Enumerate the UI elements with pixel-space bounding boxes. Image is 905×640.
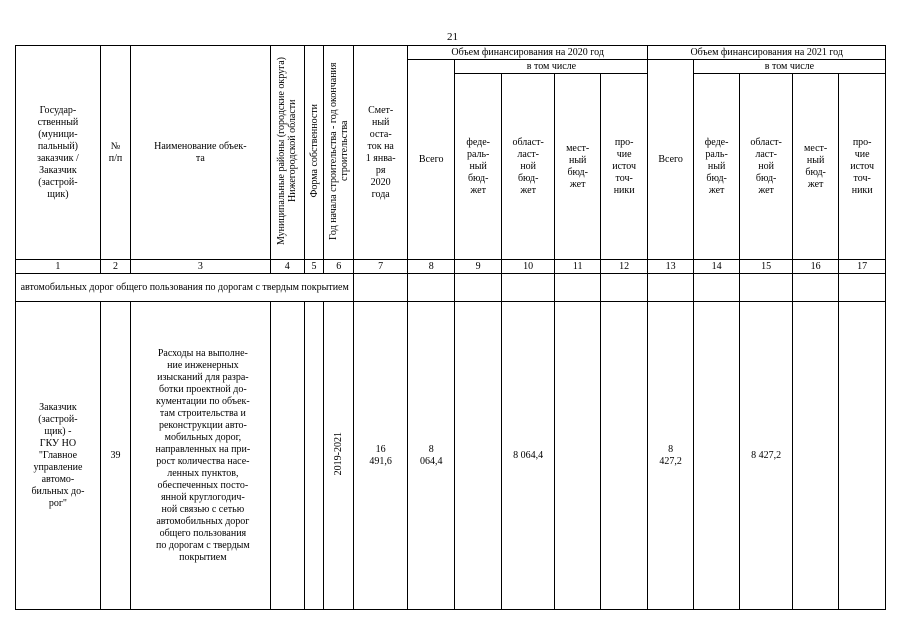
section-empty-cell bbox=[407, 274, 454, 302]
section-empty-cell bbox=[648, 274, 693, 302]
column-number: 4 bbox=[270, 260, 304, 274]
header-regional-2021: област- ласт- ной бюд- жет bbox=[740, 74, 793, 260]
row-years bbox=[324, 302, 354, 610]
row-years-text: 2019-2021 bbox=[333, 431, 345, 476]
row-estimated-cost: 16 491,6 bbox=[354, 302, 408, 610]
row-federal-2021 bbox=[693, 302, 739, 610]
header-including-2021: в том числе bbox=[693, 60, 885, 74]
header-districts-text: Муниципальные районы (городские округа) Нижегородской области bbox=[276, 56, 299, 245]
section-empty-cell bbox=[839, 274, 886, 302]
column-number: 1 bbox=[16, 260, 101, 274]
column-number: 16 bbox=[792, 260, 838, 274]
page-number: 21 bbox=[447, 31, 458, 43]
column-number: 14 bbox=[693, 260, 739, 274]
section-empty-cell bbox=[354, 274, 408, 302]
header-federal-2021: феде- раль- ный бюд- жет bbox=[693, 74, 739, 260]
row-regional-2021: 8 427,2 bbox=[740, 302, 793, 610]
section-empty-cell bbox=[555, 274, 600, 302]
header-including-2020: в том числе bbox=[455, 60, 648, 74]
table-row bbox=[16, 302, 886, 610]
header-total-2021: Всего bbox=[648, 60, 693, 260]
header-regional-2020: област- ласт- ной бюд- жет bbox=[501, 74, 555, 260]
financing-table bbox=[15, 45, 886, 610]
row-federal-2020 bbox=[455, 302, 501, 610]
header-total-2020: Всего bbox=[407, 60, 454, 260]
header-other-2020: про- чие источ точ- ники bbox=[600, 74, 648, 260]
column-number: 5 bbox=[304, 260, 323, 274]
section-empty-cell bbox=[455, 274, 501, 302]
column-number: 7 bbox=[354, 260, 408, 274]
row-total-2020: 8 064,4 bbox=[407, 302, 454, 610]
row-ownership bbox=[304, 302, 323, 610]
column-number: 11 bbox=[555, 260, 600, 274]
header-estimated-cost: Смет- ный оста- ток на 1 янва- ря 2020 года bbox=[354, 46, 408, 260]
section-row bbox=[16, 274, 886, 302]
section-empty-cell bbox=[600, 274, 648, 302]
header-local-2020: мест- ный бюд- жет bbox=[555, 74, 600, 260]
row-object-name: Расходы на выполне- ние инженерных изысканий для разра- ботки проектной до- кументации по объек- там строительства и реконструкции авто- мобильных дорог, направленных на при- рост количества насе- ленных пунктов, обеспеченных посто- янной круглогодич- ной связью с сетью автомобильных дорог общего пользования по дорогам с твердым покрытием bbox=[131, 302, 270, 610]
section-title: автомобильных дорог общего пользования по дорогам с твердым покрытием bbox=[16, 274, 354, 302]
row-other-2020 bbox=[600, 302, 648, 610]
column-number: 6 bbox=[324, 260, 354, 274]
row-districts bbox=[270, 302, 304, 610]
header-object-name: Наименование объек- та bbox=[131, 46, 270, 260]
header-fin-2020: Объем финансирования на 2020 год bbox=[407, 46, 647, 60]
column-number: 8 bbox=[407, 260, 454, 274]
row-regional-2020: 8 064,4 bbox=[501, 302, 555, 610]
section-empty-cell bbox=[792, 274, 838, 302]
header-customer: Государ- ственный (муници- пальный) заказчик / Заказчик (застрой- щик) bbox=[16, 46, 101, 260]
header-ownership bbox=[304, 46, 323, 260]
header-years bbox=[324, 46, 354, 260]
row-number: 39 bbox=[100, 302, 130, 610]
section-empty-cell bbox=[740, 274, 793, 302]
row-other-2021 bbox=[839, 302, 886, 610]
header-local-2021: мест- ный бюд- жет bbox=[792, 74, 838, 260]
header-federal-2020: феде- раль- ный бюд- жет bbox=[455, 74, 501, 260]
section-empty-cell bbox=[693, 274, 739, 302]
column-number: 3 bbox=[131, 260, 270, 274]
row-local-2020 bbox=[555, 302, 600, 610]
header-years-text: Год начала строительства - год окончания строительства bbox=[327, 61, 350, 240]
row-total-2021: 8 427,2 bbox=[648, 302, 693, 610]
row-customer: Заказчик (застрой- щик) - ГКУ НО "Главное управление автомо- бильных до- рог" bbox=[16, 302, 101, 610]
column-number: 15 bbox=[740, 260, 793, 274]
column-number: 9 bbox=[455, 260, 501, 274]
header-fin-2021: Объем финансирования на 2021 год bbox=[648, 46, 886, 60]
column-numbers-row bbox=[16, 260, 886, 274]
header-other-2021: про- чие источ точ- ники bbox=[839, 74, 886, 260]
column-number: 2 bbox=[100, 260, 130, 274]
column-number: 13 bbox=[648, 260, 693, 274]
header-ownership-text: Форма собственности bbox=[308, 103, 320, 198]
column-number: 12 bbox=[600, 260, 648, 274]
column-number: 10 bbox=[501, 260, 555, 274]
section-empty-cell bbox=[501, 274, 555, 302]
column-number: 17 bbox=[839, 260, 886, 274]
header-districts bbox=[270, 46, 304, 260]
row-local-2021 bbox=[792, 302, 838, 610]
header-number: № п/п bbox=[100, 46, 130, 260]
